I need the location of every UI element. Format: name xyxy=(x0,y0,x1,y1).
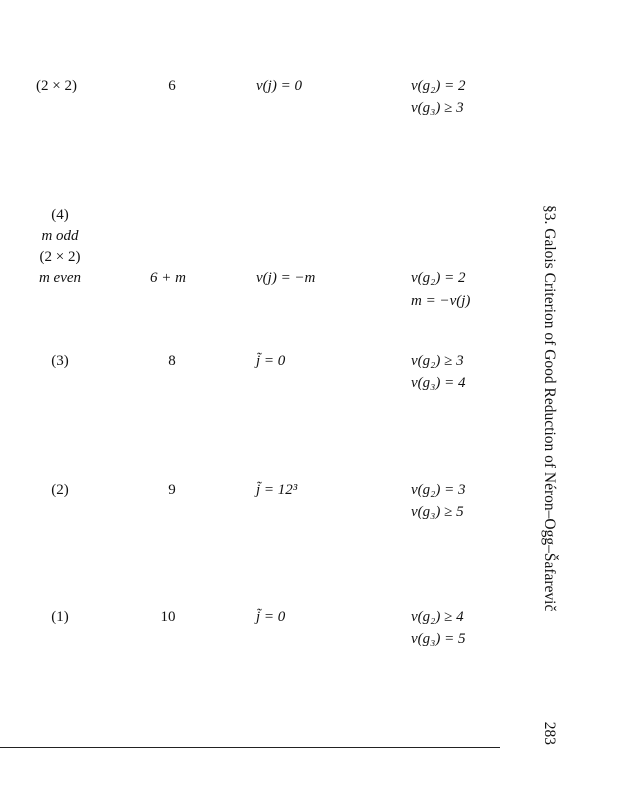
row5-g3-condition: v(g₃) = 5 xyxy=(411,631,466,647)
row3-j-condition: j̃ = 0 xyxy=(256,353,286,369)
bottom-rule xyxy=(0,747,500,748)
row3-exponent: 8 xyxy=(168,353,176,369)
row2-j-condition: v(j) = −m xyxy=(256,270,316,286)
row4-exponent: 9 xyxy=(168,482,176,498)
row1-type: (2 × 2) xyxy=(36,78,77,94)
row4-g3-condition: v(g₃) ≥ 5 xyxy=(411,504,464,520)
running-head: §3. Galois Criterion of Good Reduction of Néron–Ogg–Šafarevič xyxy=(541,205,558,612)
row5-j-condition: j̃ = 0 xyxy=(256,609,286,625)
row1-g2-condition: v(g₂) = 2 xyxy=(411,78,466,94)
row1-j-condition: v(j) = 0 xyxy=(256,78,302,94)
row2-exponent: 6 + m xyxy=(150,270,186,286)
page-number: 283 xyxy=(541,721,558,745)
row2-g2-condition: v(g₂) = 2 xyxy=(411,270,466,286)
row2-type-line1: (4) xyxy=(51,207,69,223)
row2-type-line3: (2 × 2) xyxy=(39,249,81,265)
row2-type-line2: m odd xyxy=(41,228,79,244)
row4-g2-condition: v(g₂) = 3 xyxy=(411,482,466,498)
row4-j-condition: j̃ = 12³ xyxy=(256,482,298,498)
row3-type: (3) xyxy=(51,353,69,369)
row5-g2-condition: v(g₂) ≥ 4 xyxy=(411,609,464,625)
row1-g3-condition: v(g₃) ≥ 3 xyxy=(411,100,464,116)
row3-g3-condition: v(g₃) = 4 xyxy=(411,375,466,391)
row3-g2-condition: v(g₂) ≥ 3 xyxy=(411,353,464,369)
row2-type-line4: m even xyxy=(38,270,82,286)
row4-type: (2) xyxy=(51,482,69,498)
row2-m-condition: m = −v(j) xyxy=(411,293,471,309)
vertical-running-head-strip xyxy=(538,205,560,745)
row1-exponent: 6 xyxy=(168,78,176,94)
row5-type: (1) xyxy=(51,609,69,625)
row5-exponent: 10 xyxy=(160,609,176,625)
